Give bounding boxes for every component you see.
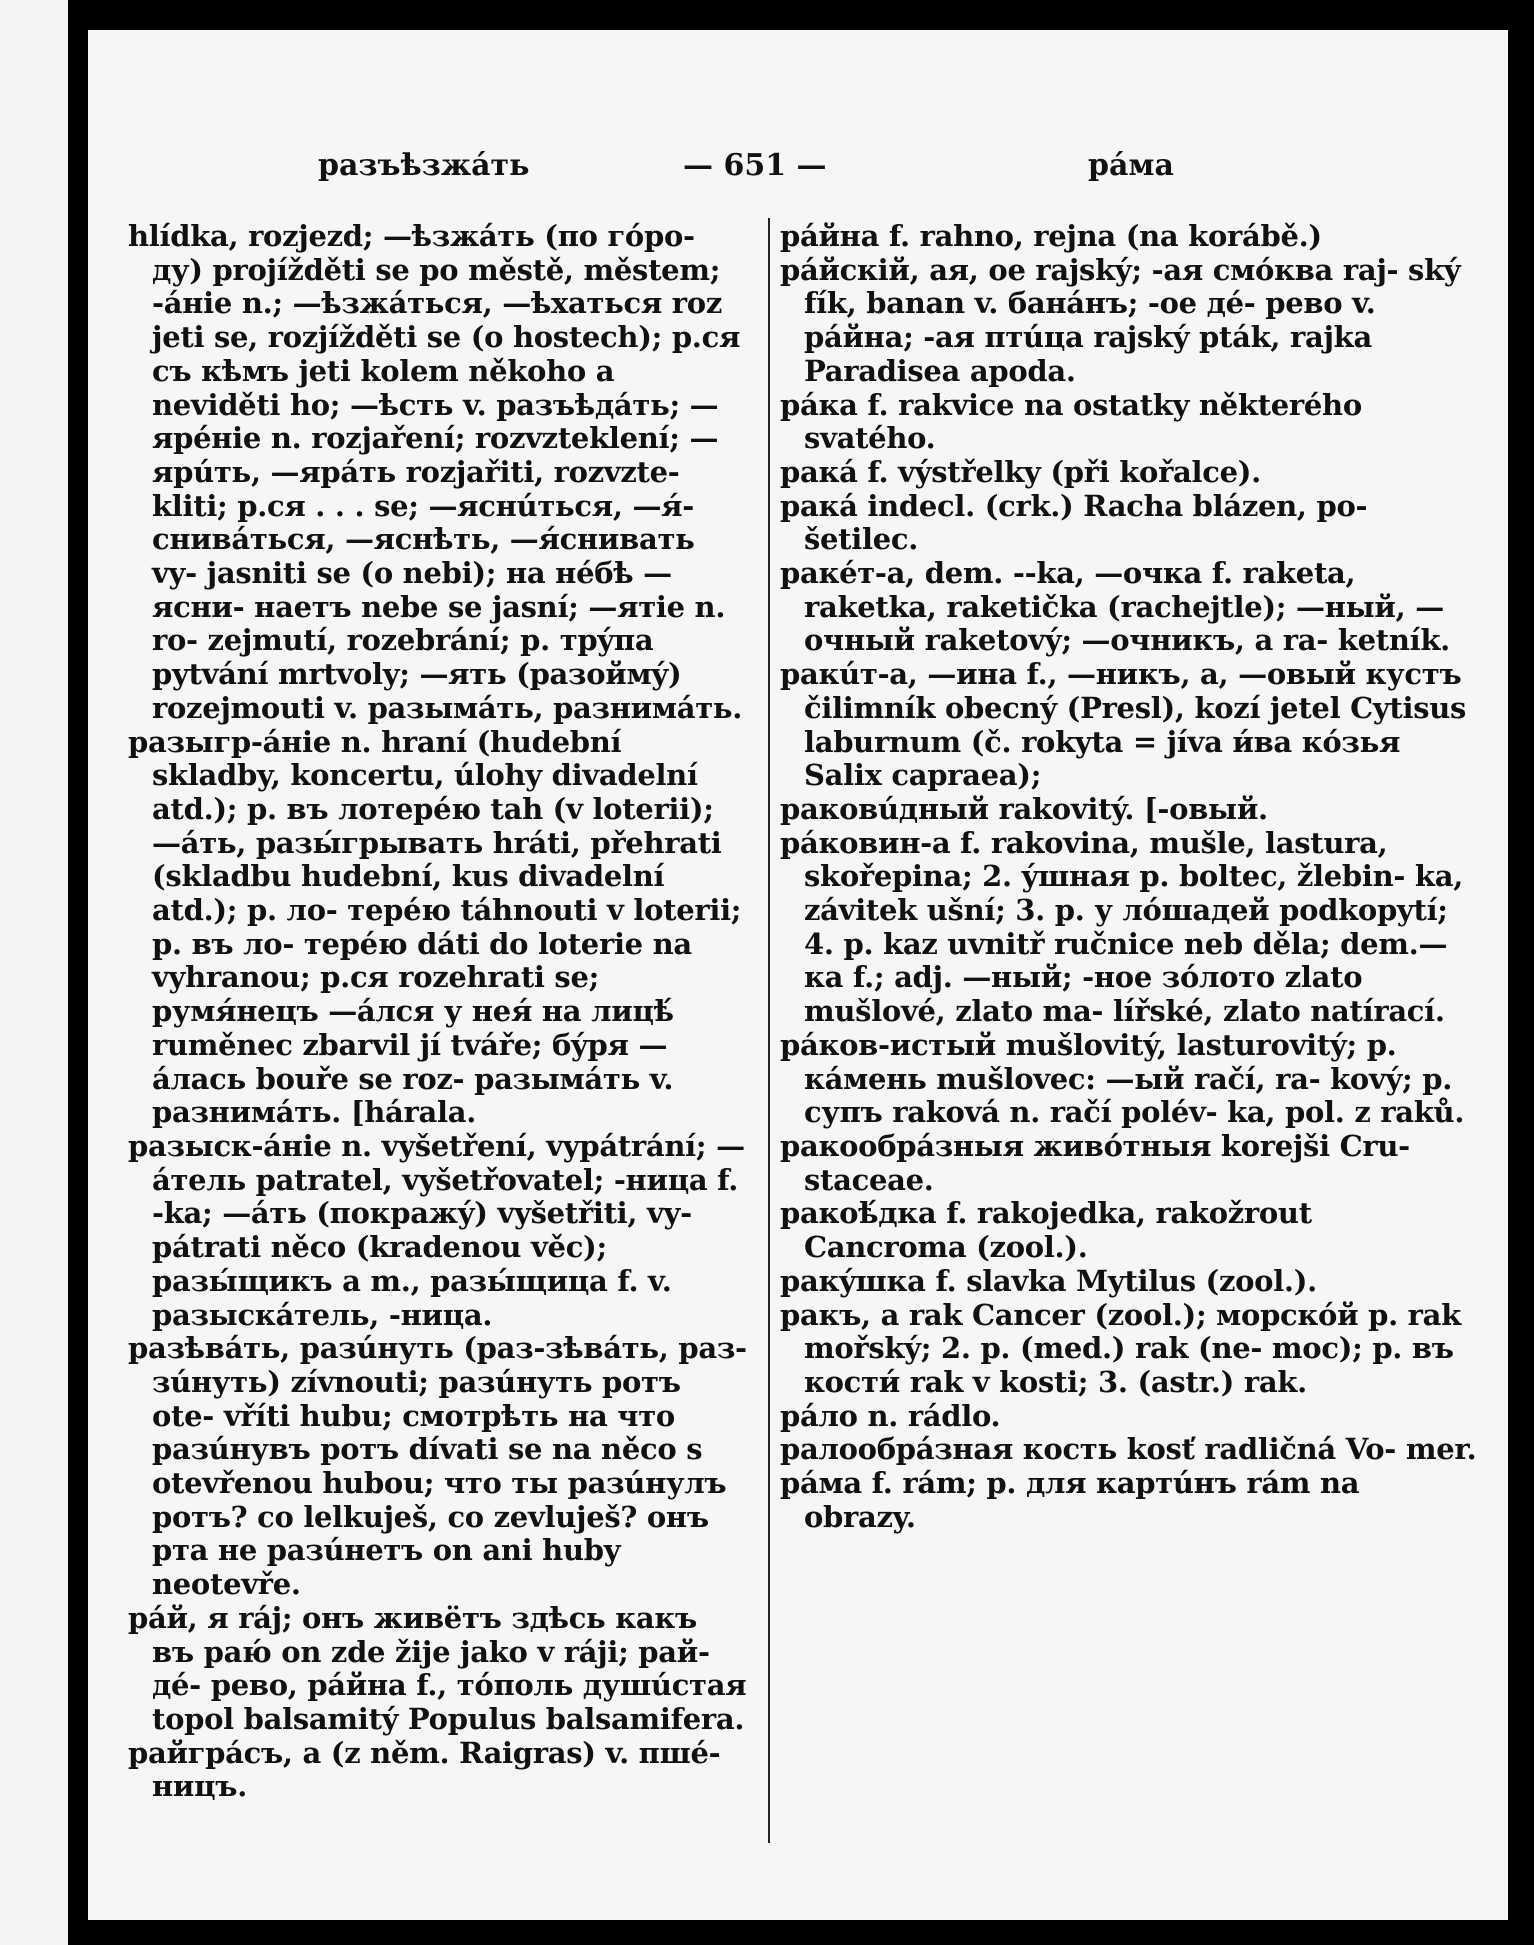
dictionary-entry: ракýшка f. slavka Mytilus (zool.). <box>780 1263 1317 1298</box>
dictionary-entry: ракъ, а rak Cancer (zool.); морскóй р. rak mořský; 2. р. (med.) rak (ne- moc); р. въ кости́ rak v kosti; 3. (astr.) rak. <box>780 1297 1471 1399</box>
dictionary-entry: рáковин-а f. rakovina, mušle, lastura, skořepina; 2. ýшная р. boltec, žlebin- ka, závitek ušní; 3. р. у лóшадей podkopytí; 4. р. kaz uvnitř ručnice neb děla; dem.—ка f.; adj. —ный; -ное зóлото zlato mušlové, zlato ma- lířské, zlato natírací. <box>780 825 1473 1029</box>
dictionary-entry: ралообрáзная кость kosť radličná Vo- mer. <box>780 1432 1477 1467</box>
dictionary-entry: разыск-áнie n. vyšetření, vypátrání; —áтель patratel, vyšetřovatel; -ница f. -ka; —áть (покражý) vyšetřiti, vy- pátrati něco (kradenou věc); разы́щикъ a m., разы́щица f. v. разыскáтель, -ница. <box>128 1128 748 1332</box>
dictionary-entry: ракоѣ́дка f. rakojedka, rakožrout Cancroma (zool.). <box>780 1196 1322 1265</box>
dictionary-entry: рáло n. rádlo. <box>780 1398 1001 1433</box>
dictionary-entry: hlídka, rozjezd; —ѣзжáть (по гóро- ду) projížděti se po městě, městem; -áнie n.; —ѣзжáться, —ѣхаться roz jeti se, rozjížděti se (o hostech); р.ся съ кѣмъ jeti kolem někoho a neviděti ho; —ѣсть v. разъѣдáть; —ярéнie n. rozjaření; rozvzteklení; —ярúть, —ярáть rozjařiti, rozvzte- kliti; р.ся . . . se; —яснúться, —я́- снивáться, —яснѣть, —я́снивать vy- jasniti se (o nebi); на нéбѣ —ясни- наетъ nebe se jasní; —ятie n. ro- zejmutí, rozebrání; р. трýпа pytvání mrtvoly; —ять (разоймý) rozejmouti v. разымáть, разнимáть. <box>128 219 750 725</box>
dictionary-entry: райгрáсъ, а (z něm. Raigras) v. пшé- ницъ. <box>128 1735 731 1804</box>
page-header <box>88 148 1508 188</box>
header-right-guideword: рáма <box>1088 148 1174 183</box>
dictionary-entry: разѣвáть, разúнуть (раз-зѣвáть, раз- зúнуть) zívnouti; разúнуть ротъ ote- vříti hubu; смотрѣть на что разúнувъ ротъ dívati se na něco s otevřenou hubou; что ты разúнулъ ротъ? co lelkuješ, co zevluješ? онъ рта не разúнетъ on ani huby neotevře. <box>128 1331 757 1602</box>
left-column <box>128 219 757 1804</box>
dictionary-entry: рáков-истый mušlovitý, lasturovitý; р. кáмень mušlovec: —ый račí, ra- kový; р. супъ raková n. račí polév- ka, pol. z raků. <box>780 1027 1465 1130</box>
dictionary-entry: рáйскiй, ая, ое rajský; -ая смóква raj- ský fík, banan v. банáнъ; -ое дé- рево v. рáйна; -ая птúца rajský pták, rajka Paradisea apoda. <box>780 252 1471 388</box>
dictionary-entry: рáка f. rakvice na ostatky některého svatého. <box>780 387 1372 456</box>
dictionary-entry: ракá indecl. (crk.) Racha blázen, po- šetilec. <box>780 488 1378 557</box>
dictionary-entry: ракообрáзныя живóтныя korejši Cru- staceae. <box>780 1128 1420 1197</box>
dictionary-entry: ракéт-а, dem. --ka, —очка f. raketa, raketka, raketička (rachejtle); —ный, —очный raketový; —очникъ, a ra- ketník. <box>780 556 1450 658</box>
dictionary-entry: рáма f. rám; р. для картúнъ rám na obrazy. <box>780 1466 1370 1534</box>
page-number: — 651 — <box>683 148 827 183</box>
dictionary-entry: рáй, я ráj; онъ живётъ здѣсь какъ въ раю́ on zde žije jako v ráji; рай-дé- рево, ра́йна f., тóполь душúстая topol balsamitý Populus balsamifera. <box>128 1600 757 1736</box>
dictionary-entry: ракúт-а, —ина f., —никъ, а, —овый кустъ čilimník obecný (Presl), kozí jetel Cytisus laburnum (č. rokyta = jíva и́ва кóзья Salix capraea); <box>780 657 1476 793</box>
dictionary-entry: рáйна f. rahno, rejna (na korábě.) <box>780 219 1322 253</box>
dictionary-entry: ракá f. výstřelky (při kořalce). <box>780 454 1261 489</box>
column-divider <box>768 218 770 1843</box>
adjacent-page-edge <box>0 0 68 1945</box>
dictionary-page <box>88 30 1508 1920</box>
dictionary-entry: разыгр-áнie n. hraní (hudební skladby, koncertu, úlohy divadelní atd.); р. въ лотерéю tah (v loterii); —áть, разы́грывать hráti, přehrati (skladbu hudební, kus divadelní atd.); р. ло- терéю táhnouti v loterii; р. въ ло- терéю dáti do loterie na vyhranou; р.ся rozehrati se; румя́нецъ —áлся у нея́ на лицѣ́ ruměnec zbarvil jí tváře; бýря —áлась bouře se roz- разымáть v. разнимáть. [hárala. <box>128 724 752 1130</box>
dictionary-entry: раковúдный rakovitý. [-овый. <box>780 791 1268 826</box>
right-column <box>780 220 1480 1534</box>
header-left-guideword: разъѣзжáть <box>318 148 530 183</box>
